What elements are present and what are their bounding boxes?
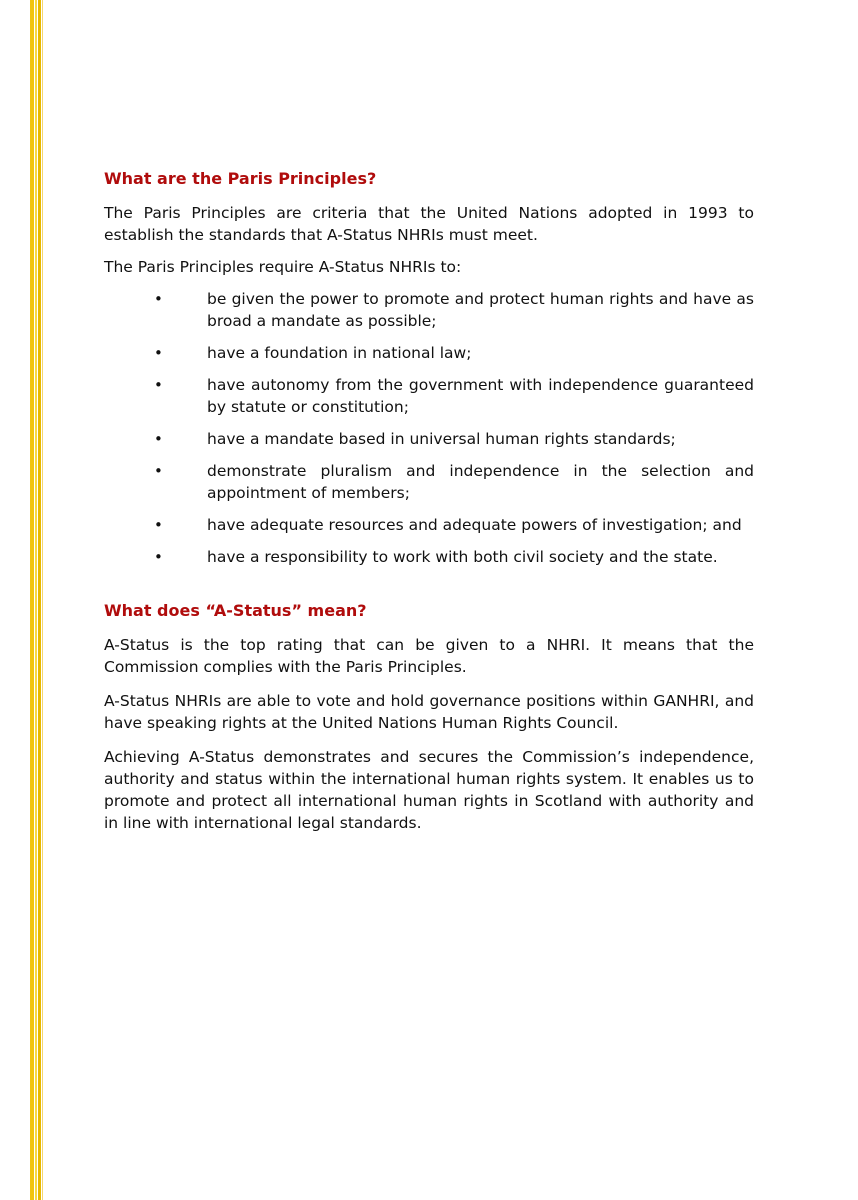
bullet-icon: • [154,344,163,362]
list-item-text: be given the power to promote and protect human rights and have as broad a mandate as possible; [207,290,754,330]
bullet-icon: • [154,430,163,448]
paragraph-a-status-benefits: Achieving A-Status demonstrates and secures the Commission’s independence, authority and status within the international human rights system. It enables us to promote and protect all international human rights in Scotland with authority and in line with international legal standards. [104,748,754,832]
section-heading-a-status: What does “A-Status” mean? [104,601,367,620]
list-item [104,288,754,332]
edge-stripe [38,0,41,1200]
list-item-text: have a responsibility to work with both civil society and the state. [207,548,718,566]
bullet-icon: • [154,462,163,480]
list-item-text: have a foundation in national law; [207,344,472,362]
list-item [104,342,754,364]
list-item-text: have adequate resources and adequate powers of investigation; and [207,516,742,534]
list-item-text: demonstrate pluralism and independence in the selection and appointment of members; [207,462,754,502]
list-item [104,428,754,450]
list-item [104,514,754,536]
bullet-icon: • [154,516,163,534]
page-edge-stripes [30,0,44,1200]
list-item [104,460,754,504]
requirements-list [104,288,754,568]
paragraph-paris-definition: The Paris Principles are criteria that the United Nations adopted in 1993 to establish the standards that A-Status NHRIs must meet. [104,204,754,244]
list-item-text: have autonomy from the government with independence guaranteed by statute or constitution; [207,376,754,416]
section-heading-paris-principles: What are the Paris Principles? [104,169,377,188]
paragraph-a-status-rights: A-Status NHRIs are able to vote and hold governance positions within GANHRI, and have speaking rights at the United Nations Human Rights Council. [104,692,754,732]
bullet-icon: • [154,376,163,394]
paragraph-a-status-definition: A-Status is the top rating that can be given to a NHRI. It means that the Commission complies with the Paris Principles. [104,636,754,676]
list-item [104,546,754,568]
bullet-icon: • [154,290,163,308]
paragraph-paris-requirements-intro: The Paris Principles require A-Status NHRIs to: [104,258,462,276]
edge-stripe [42,0,43,1200]
list-item [104,374,754,418]
edge-stripe [30,0,34,1200]
list-item-text: have a mandate based in universal human rights standards; [207,430,676,448]
bullet-icon: • [154,548,163,566]
document-body [104,168,754,846]
edge-stripe [35,0,37,1200]
